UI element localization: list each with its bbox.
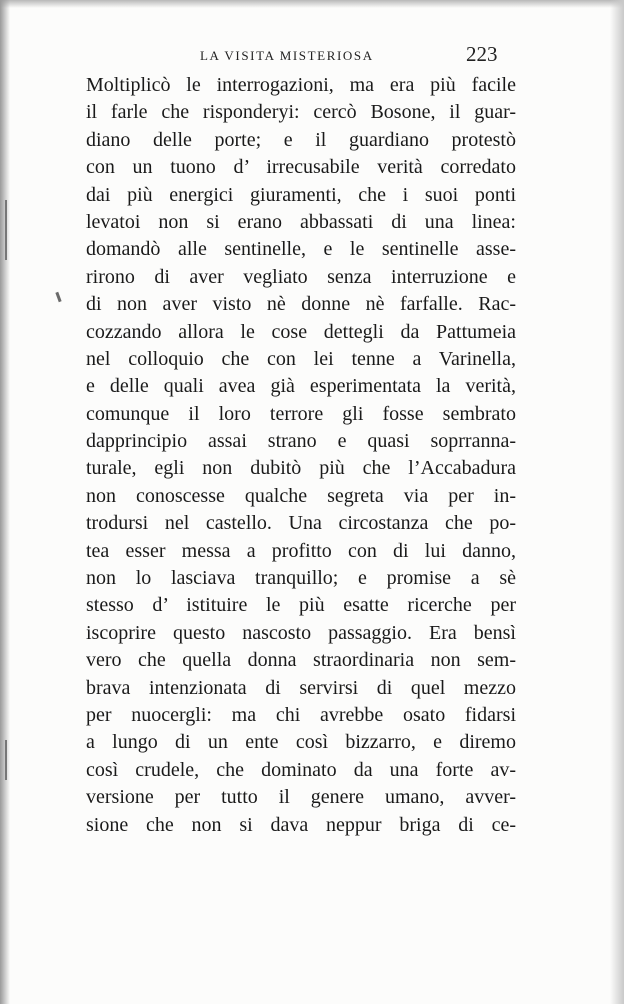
text-line: il farle che risponderyi: cercò Bosone, il guar- xyxy=(86,101,516,124)
margin-scratch xyxy=(5,200,7,260)
text-line: versione per tutto il genere umano, avver- xyxy=(86,786,516,809)
text-line: turale, egli non dubitò più che l’Accabadura xyxy=(86,457,516,480)
margin-scratch xyxy=(5,740,7,780)
text-line: dai più energici giuramenti, che i suoi ponti xyxy=(86,183,516,206)
text-line: così crudele, che dominato da una forte av- xyxy=(86,758,516,781)
running-head-title: LA VISITA MISTERIOSA xyxy=(200,48,374,63)
page-number: 223 xyxy=(466,42,498,66)
text-line: non lo lasciava tranquillo; e promise a sè xyxy=(86,567,516,590)
text-line: diano delle porte; e il guardiano protestò xyxy=(86,128,516,151)
text-line: a lungo di un ente così bizzarro, e diremo xyxy=(86,731,516,754)
text-line: dapprincipio assai strano e quasi soprranna- xyxy=(86,430,516,453)
text-line: brava intenzionata di servirsi di quel mezzo xyxy=(86,676,516,699)
page-right-shadow xyxy=(610,0,624,1004)
text-line: con un tuono d’ irrecusabile verità corredato xyxy=(86,156,516,179)
text-line: comunque il loro terrore gli fosse sembrato xyxy=(86,402,516,425)
page-left-shadow xyxy=(0,0,10,1004)
margin-mark xyxy=(55,292,61,302)
text-line: rirono di aver vegliato senza interruzione e xyxy=(86,265,516,288)
text-line: cozzando allora le cose dettegli da Pattumeia xyxy=(86,320,516,343)
text-line: iscoprire questo nascosto passaggio. Era bensì xyxy=(86,621,516,644)
text-line: tea esser messa a profitto con di lui danno, xyxy=(86,539,516,562)
text-line: nel colloquio che con lei tenne a Varinella, xyxy=(86,347,516,370)
text-line: vero che quella donna straordinaria non sem- xyxy=(86,649,516,672)
text-line: Moltiplicò le interrogazioni, ma era più facile xyxy=(86,74,516,96)
text-line: e delle quali avea già esperimentata la verità, xyxy=(86,375,516,398)
body-text xyxy=(86,72,516,839)
text-line: trodursi nel castello. Una circostanza che po- xyxy=(86,512,516,535)
page-top-shadow xyxy=(0,0,624,8)
text-line: sione che non si dava neppur briga di ce- xyxy=(86,813,516,836)
text-line: di non aver visto nè donne nè farfalle. Rac- xyxy=(86,293,516,316)
text-line: levatoi non si erano abbassati di una linea: xyxy=(86,210,516,233)
text-line: domandò alle sentinelle, e le sentinelle asse- xyxy=(86,238,516,261)
text-line: non conoscesse qualche segreta via per in- xyxy=(86,484,516,507)
text-line: per nuocergli: ma chi avrebbe osato fidarsi xyxy=(86,703,516,726)
text-line: stesso d’ istituire le più esatte ricerche per xyxy=(86,594,516,617)
